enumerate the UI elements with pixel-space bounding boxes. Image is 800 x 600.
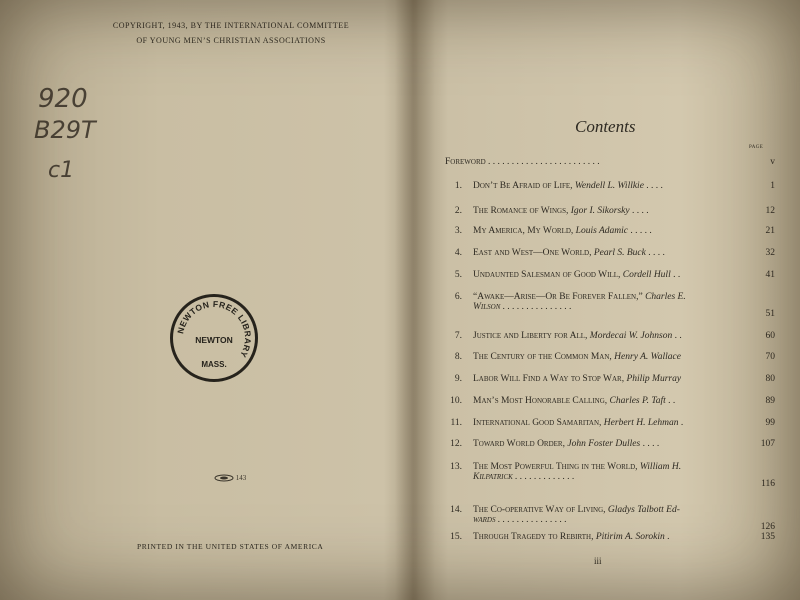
union-bug-icon <box>214 474 234 482</box>
entry-page: 60 <box>765 331 775 341</box>
entry-leader: . . . . <box>640 439 660 449</box>
entry-essay-title: Toward World Order, <box>473 439 565 449</box>
entry-page: 80 <box>765 374 775 384</box>
entry-author: William H. <box>639 462 682 472</box>
entry-page: 32 <box>765 248 775 258</box>
printed-in-usa: PRINTED IN THE UNITED STATES OF AMERICA <box>137 542 324 551</box>
entry-number: 12. <box>450 439 462 449</box>
entry-number: 2. <box>454 206 462 216</box>
entry-essay-title: My America, My World, <box>473 226 574 236</box>
book-gutter <box>395 0 435 600</box>
entry-title <box>473 248 743 258</box>
entry-essay-title: Justice and Liberty for All, <box>473 331 588 341</box>
page-folio: iii <box>594 556 602 566</box>
entry-title <box>473 181 743 191</box>
entry-author: Igor I. Sikorsky <box>570 206 630 216</box>
entry-leader: . . <box>665 396 676 406</box>
entry-title <box>473 206 743 216</box>
entry-title <box>473 505 743 525</box>
entry-author: Louis Adamic <box>575 226 629 236</box>
entry-title <box>473 270 743 280</box>
contents-title: Contents <box>575 117 636 136</box>
entry-number: 11. <box>450 418 462 428</box>
entry-author-continued: Wilson . . . . . . . . . . . . . . . <box>473 302 572 312</box>
entry-leader: . . . . <box>643 181 663 191</box>
entry-title <box>473 331 743 341</box>
entry-author: Henry A. Wallace <box>614 352 681 362</box>
entry-title <box>473 396 743 406</box>
entry-title <box>473 418 743 428</box>
entry-page: 89 <box>765 396 775 406</box>
entry-essay-title: International Good Samaritan, <box>473 418 602 428</box>
entry-essay-title: “Awake—Arise—Or Be Forever Fallen,” <box>473 292 643 302</box>
entry-number: 9. <box>454 374 462 384</box>
call-number-line-1: 920 <box>38 84 88 114</box>
entry-number: 10. <box>450 396 462 406</box>
entry-essay-title: Through Tragedy to Rebirth, <box>473 532 594 542</box>
entry-page: 135 <box>760 532 775 542</box>
svg-text:MASS.: MASS. <box>201 360 227 369</box>
entry-number: 4. <box>454 248 462 258</box>
entry-title <box>473 226 743 236</box>
entry-author: Herbert H. Lehman <box>603 418 679 428</box>
entry-number: 5. <box>454 270 462 280</box>
entry-page: 116 <box>761 479 775 489</box>
entry-leader: . . . . <box>629 206 649 216</box>
entry-essay-title: Man’s Most Honorable Calling, <box>473 396 608 406</box>
stamp-ring-text <box>173 297 255 379</box>
entry-author: Gladys Talbott Ed- <box>607 505 680 515</box>
entry-essay-title: Don’t Be Afraid of Life, <box>473 181 573 191</box>
entry-page: 70 <box>765 352 775 362</box>
entry-title <box>473 374 743 384</box>
entry-leader: . . . . . <box>628 226 652 236</box>
foreword-label: Foreword . . . . . . . . . . . . . . . . . . . . . . . . <box>445 157 600 167</box>
entry-author: Cordell Hull <box>622 270 671 280</box>
foreword-page: v <box>770 157 775 167</box>
entry-title <box>473 352 743 362</box>
entry-page: 41 <box>765 270 775 280</box>
entry-number: 15. <box>450 532 462 542</box>
entry-leader: . <box>678 418 684 428</box>
entry-leader: . . . . <box>645 248 665 258</box>
entry-page: 51 <box>765 309 775 319</box>
entry-author: Charles E. <box>645 292 686 302</box>
entry-page: 12 <box>765 206 775 216</box>
entry-page: 1 <box>770 181 775 191</box>
union-label <box>214 474 246 482</box>
copyright-line-2: OF YOUNG MEN’S CHRISTIAN ASSOCIATIONS <box>136 36 326 45</box>
entry-title <box>473 532 743 542</box>
copyright-notice <box>96 18 366 48</box>
call-number-line-2: B29T <box>34 116 96 144</box>
entry-page: 21 <box>765 226 775 236</box>
entry-author: Wendell L. Willkie <box>574 181 644 191</box>
entry-number: 7. <box>454 331 462 341</box>
entry-page: 126 <box>760 522 775 532</box>
entry-essay-title: Undaunted Salesman of Good Will, <box>473 270 621 280</box>
svg-text:NEWTON FREE LIBRARY: NEWTON FREE LIBRARY <box>175 298 254 360</box>
entry-title <box>473 462 743 482</box>
entry-essay-title: Labor Will Find a Way to Stop War, <box>473 374 625 384</box>
entry-essay-title: The Romance of Wings, <box>473 206 569 216</box>
page-column-header: PAGE <box>749 145 764 150</box>
entry-essay-title: The Co-operative Way of Living, <box>473 505 606 515</box>
entry-page: 99 <box>765 418 775 428</box>
entry-author: Charles P. Taft <box>609 396 666 406</box>
entry-number: 3. <box>454 226 462 236</box>
entry-number: 6. <box>454 292 462 302</box>
entry-author: John Foster Dulles <box>567 439 641 449</box>
copyright-line-1: COPYRIGHT, 1943, BY THE INTERNATIONAL COMMITTEE <box>112 21 350 30</box>
entry-essay-title: The Century of the Common Man, <box>473 352 612 362</box>
entry-leader: . <box>664 532 670 542</box>
entry-author: Pitirim A. Sorokin <box>595 532 665 542</box>
entry-author: Philip Murray <box>626 374 682 384</box>
entry-number: 14. <box>450 505 462 515</box>
entry-author: Mordecai W. Johnson <box>589 331 673 341</box>
entry-number: 1. <box>454 181 462 191</box>
svg-text:NEWTON: NEWTON <box>195 335 233 345</box>
union-label-number: 143 <box>235 474 247 482</box>
entry-author-continued: Kilpatrick . . . . . . . . . . . . . <box>473 472 575 482</box>
entry-number: 13. <box>450 462 462 472</box>
library-stamp <box>170 294 258 382</box>
entry-leader: . . <box>672 331 682 341</box>
entry-page: 107 <box>760 439 775 449</box>
entry-essay-title: East and West—One World, <box>473 248 592 258</box>
entry-number: 8. <box>454 352 462 362</box>
entry-author: Pearl S. Buck <box>593 248 646 258</box>
entry-author-continued: wards . . . . . . . . . . . . . . . <box>473 515 567 525</box>
copy-number: c1 <box>48 158 75 183</box>
entry-leader: . . <box>670 270 681 280</box>
entry-title <box>473 292 743 312</box>
entry-title <box>473 439 743 449</box>
entry-essay-title: The Most Powerful Thing in the World, <box>473 462 638 472</box>
